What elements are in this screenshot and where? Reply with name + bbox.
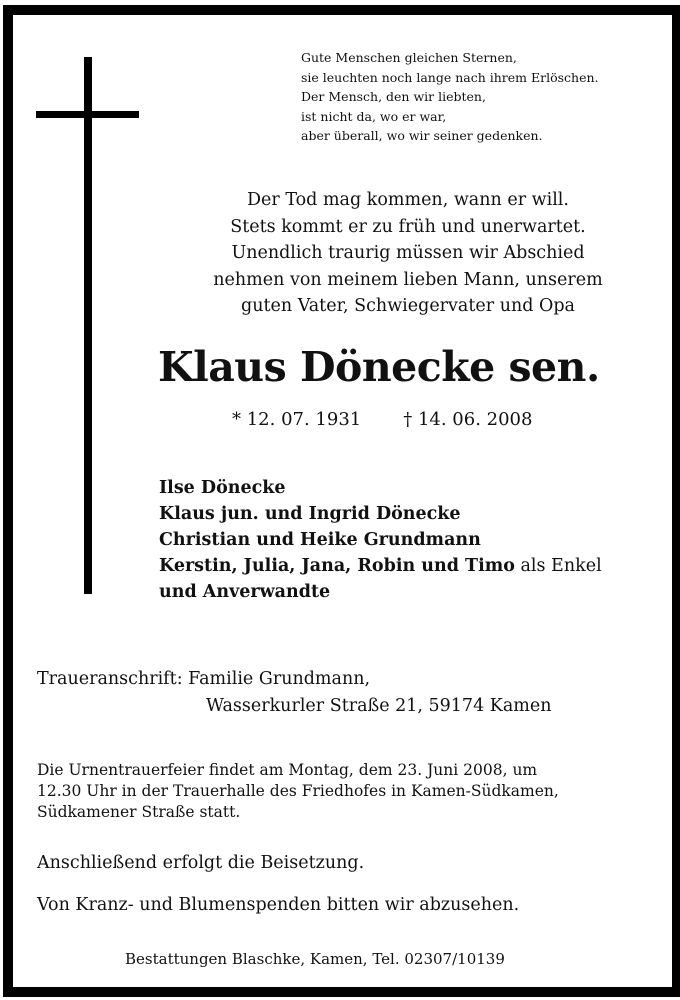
intro-text [173, 187, 643, 320]
address-line: Traueranschrift: Familie Grundmann, [37, 669, 371, 689]
service-line: 12.30 Uhr in der Trauerhalle des Friedhofes in Kamen-Südkamen, [37, 782, 559, 800]
service-line: Südkamener Straße statt. [37, 803, 241, 821]
poem-line: aber überall, wo wir seiner gedenken. [301, 128, 543, 143]
mourner: Christian und Heike Grundmann [159, 530, 481, 550]
obituary-frame [3, 5, 680, 997]
grandchildren-suffix: als Enkel [514, 556, 602, 576]
poem-line: Gute Menschen gleichen Sternen, [301, 50, 517, 65]
address-line: Wasserkurler Straße 21, 59174 Kamen [206, 696, 552, 716]
intro-line: guten Vater, Schwiegervater und Opa [241, 296, 575, 316]
death-date: † 14. 06. 2008 [403, 409, 533, 430]
grandchildren-line [159, 553, 602, 579]
mourner: Klaus jun. und Ingrid Dönecke [159, 504, 461, 524]
poem [301, 48, 599, 146]
deceased-name: Klaus Dönecke sen. [158, 343, 600, 391]
grandchildren-names: Kerstin, Julia, Jana, Robin und Timo [159, 556, 515, 576]
intro-line: Unendlich traurig müssen wir Abschied [231, 243, 585, 263]
birth-date: * 12. 07. 1931 [232, 409, 362, 430]
mourning-address [37, 666, 552, 720]
poem-line: ist nicht da, wo er war, [301, 108, 447, 124]
burial-note: Anschließend erfolgt die Beisetzung. [37, 853, 365, 873]
intro-line: Stets kommt er zu früh und unerwartet. [230, 216, 586, 237]
intro-line: nehmen von meinem lieben Mann, unserem [213, 269, 603, 290]
service-line: Die Urnentrauerfeier findet am Montag, dem 23. Juni 2008, um [37, 761, 538, 779]
flowers-note: Von Kranz- und Blumenspenden bitten wir abzusehen. [37, 895, 520, 915]
poem-line: sie leuchten noch lange nach ihrem Erlöschen. [301, 69, 599, 85]
cross-icon-vertical [84, 57, 92, 594]
mourner: Ilse Dönecke [159, 478, 286, 498]
service-info [37, 760, 559, 823]
intro-line: Der Tod mag kommen, wann er will. [247, 190, 569, 210]
cross-icon-horizontal [36, 111, 139, 118]
mourners-list [159, 475, 602, 605]
life-dates [232, 409, 532, 430]
undertaker-info: Bestattungen Blaschke, Kamen, Tel. 02307/10139 [125, 950, 505, 968]
poem-line: Der Mensch, den wir liebten, [301, 89, 486, 104]
relatives: und Anverwandte [159, 582, 331, 602]
